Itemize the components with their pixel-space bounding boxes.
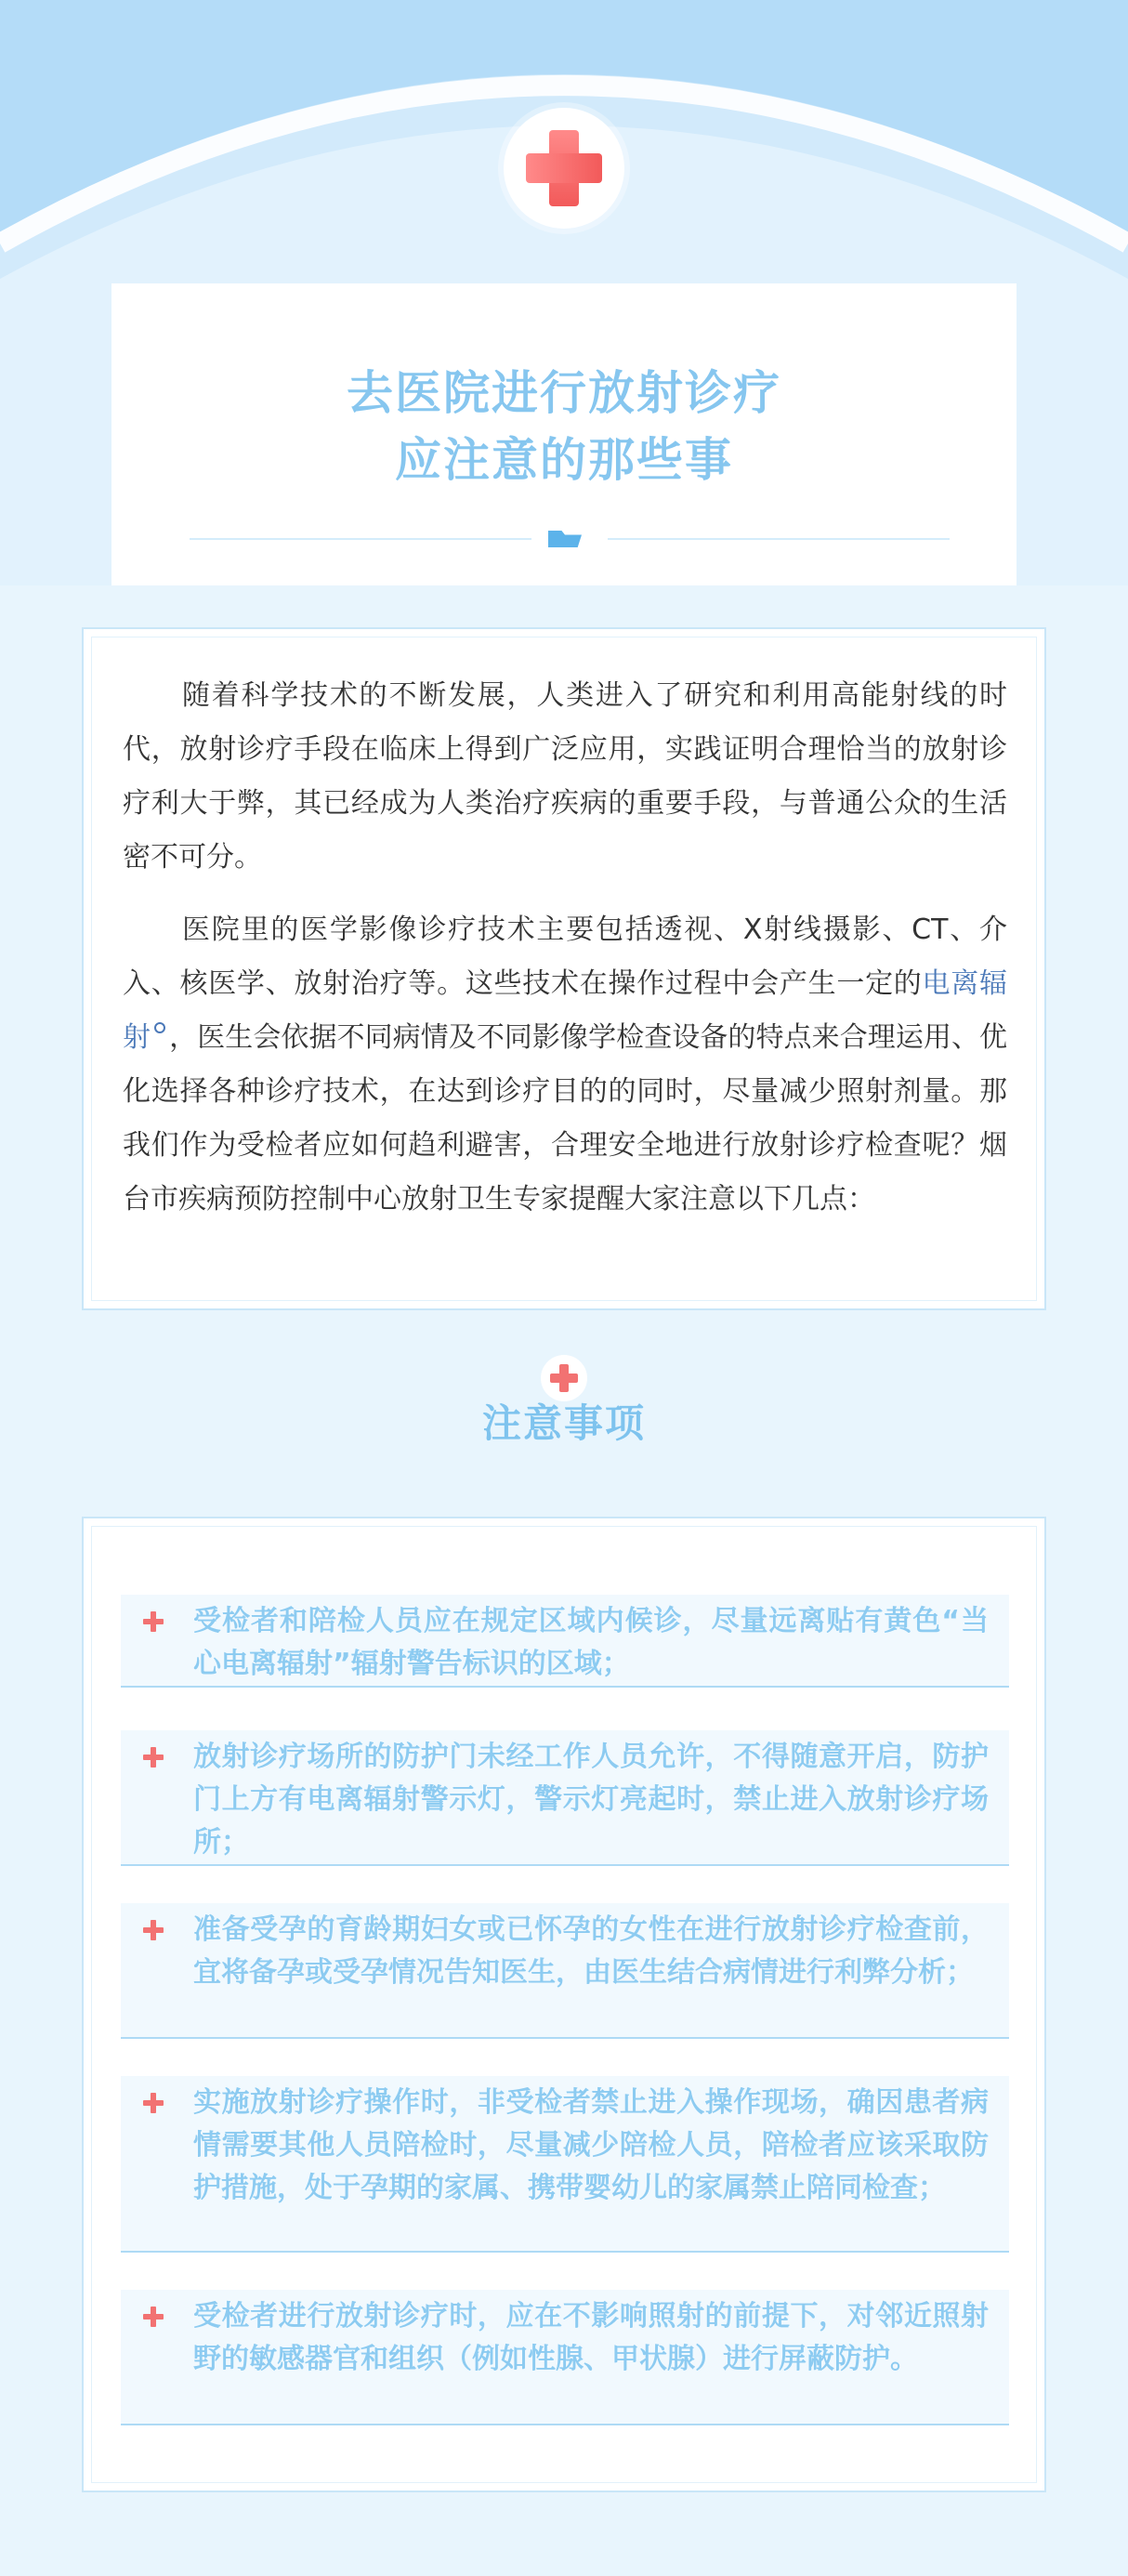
note-text: 准备受孕的育龄期妇女或已怀孕的女性在进行放射诊疗检查前，宜将备孕或受孕情况告知医生，由医生结合病情进行利弊分析； bbox=[193, 1913, 989, 1989]
note-text: 受检者进行放射诊疗时，应在不影响照射的前提下，对邻近照射野的敏感器官和组织（例如性腺、甲状腺）进行屏蔽防护。 bbox=[193, 2300, 989, 2375]
list-item bbox=[121, 1730, 1009, 1866]
search-icon[interactable] bbox=[154, 1022, 165, 1033]
section-title: 注意事项 bbox=[481, 1400, 646, 1446]
page-title-line-1: 去医院进行放射诊疗 bbox=[347, 366, 781, 420]
intro-card bbox=[82, 627, 1046, 1310]
plus-icon bbox=[143, 1747, 164, 1768]
plus-icon bbox=[143, 2307, 164, 2327]
header-banner bbox=[0, 0, 1128, 585]
intro-paragraph-2-text-before: 医院里的医学影像诊疗技术主要包括透视、X射线摄影、CT、介入、核医学、放射治疗等。这些技术在操作过程中会产生一定的 bbox=[123, 913, 1007, 1000]
page-title-line-2: 应注意的那些事 bbox=[395, 433, 733, 487]
list-item bbox=[121, 1903, 1009, 2039]
divider-right bbox=[608, 538, 950, 540]
note-text: 放射诊疗场所的防护门未经工作人员允许，不得随意开启，防护门上方有电离辐射警示灯，警示灯亮起时，禁止进入放射诊疗场所； bbox=[193, 1741, 989, 1859]
medical-cross-icon bbox=[504, 108, 624, 229]
divider-left bbox=[190, 538, 531, 540]
list-item bbox=[121, 2076, 1009, 2253]
notes-card bbox=[82, 1517, 1046, 2492]
note-text: 受检者和陪检人员应在规定区域内候诊，尽量远离贴有黄色“当心电离辐射”辐射警告标识的区域； bbox=[193, 1605, 989, 1680]
plus-icon bbox=[143, 2093, 164, 2113]
list-item bbox=[121, 2290, 1009, 2425]
plus-icon bbox=[541, 1355, 587, 1401]
list-item bbox=[121, 1595, 1009, 1688]
plus-icon bbox=[143, 1920, 164, 1940]
folder-icon bbox=[548, 531, 582, 547]
ionizing-radiation-link[interactable]: 电离辐射 bbox=[123, 967, 1008, 1054]
intro-paragraph-2 bbox=[123, 903, 1007, 1227]
intro-paragraph-2-text-after: ，医生会依据不同病情及不同影像学检查设备的特点来合理运用、优化选择各种诊疗技术，在达到诊疗目的的同时，尽量减少照射剂量。那我们作为受检者应如何趋利避害，合理安全地进行放射诊疗检查呢？烟台市疾病预防控制中心放射卫生专家提醒大家注意以下几点： bbox=[123, 1021, 1008, 1216]
plus-icon bbox=[143, 1611, 164, 1632]
note-text: 实施放射诊疗操作时，非受检者禁止进入操作现场，确因患者病情需要其他人员陪检时，尽量减少陪检人员，陪检者应该采取防护措施，处于孕期的家属、携带婴幼儿的家属禁止陪同检查； bbox=[193, 2086, 989, 2204]
title-card bbox=[111, 283, 1017, 585]
intro-paragraph-1: 随着科学技术的不断发展，人类进入了研究和利用高能射线的时代，放射诊疗手段在临床上得到广泛应用，实践证明合理恰当的放射诊疗利大于弊，其已经成为人类治疗疾病的重要手段，与普通公众的生活密不可分。 bbox=[123, 679, 1007, 874]
